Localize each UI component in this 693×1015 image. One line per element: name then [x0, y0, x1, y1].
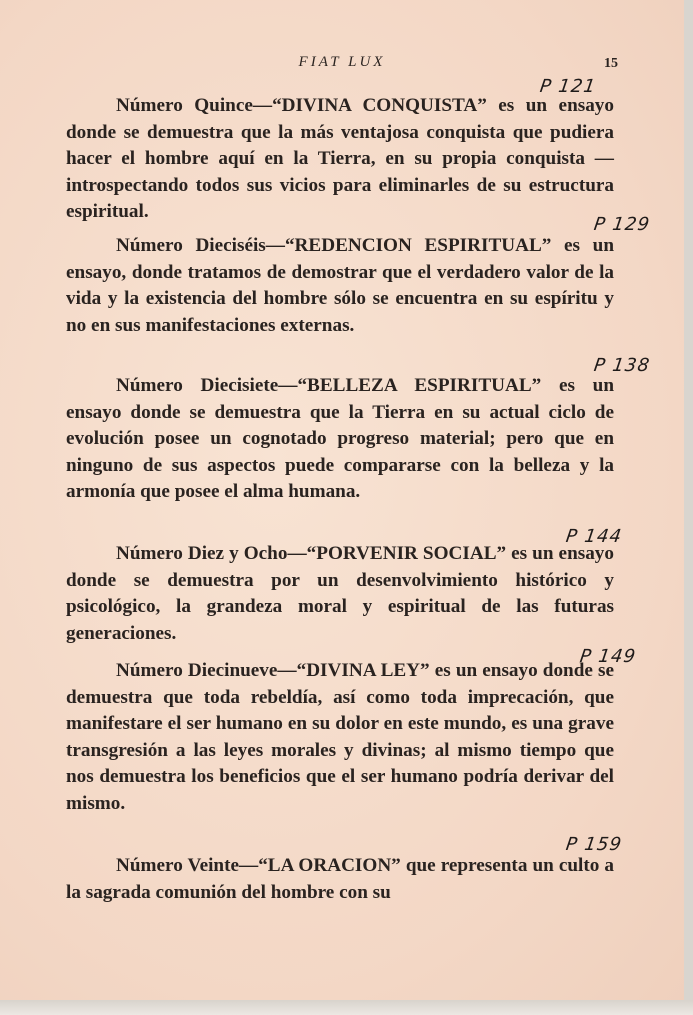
page-edge [0, 1000, 693, 1015]
paragraph: Número Dieciséis—“REDENCION ESPIRITUAL” es un ensayo, donde tratamos de demostrar que el verdadero valor de la vida y la existencia del hombre sólo se encuentra en su espíritu y no en sus manifestaciones externas. [66, 235, 614, 336]
handwritten-note: P 149 [578, 646, 638, 667]
paragraph: Número Diez y Ocho—“PORVENIR SOCIAL” es un ensayo donde se demuestra por un desenvolvimiento histórico y psicológico, la grandeza moral y espiritual de las futuras generaciones. [66, 543, 614, 644]
paragraph: Número Diecisiete—“BELLEZA ESPIRITUAL” es un ensayo donde se demuestra que la Tierra en su actual ciclo de evolución posee un cognotado progreso material; pero que en ninguno de sus aspectos puede compararse con la belleza y la armonía que posee el alma humana. [66, 375, 614, 503]
handwritten-note: P 138 [592, 355, 652, 376]
paragraph: Número Quince—“DIVINA CONQUISTA” es un ensayo donde se demuestra que la más ventajosa conquista que pudiera hacer el hombre aquí en la Tierra, en su propia conquista —introspectando todos sus vicios para eliminarles de su estructura espiritual. [66, 95, 614, 223]
paragraph: Número Veinte—“LA ORACION” que representa un culto a la sagrada comunión del hombre con su [66, 855, 614, 903]
handwritten-note: P 129 [592, 214, 652, 235]
page-number: 15 [604, 56, 618, 71]
handwritten-note: P 144 [564, 526, 624, 547]
handwritten-note: P 159 [564, 834, 624, 855]
paragraph: Número Diecinueve—“DIVINA LEY” es un ensayo donde se demuestra que toda rebeldía, así como toda imprecación, que manifestare el ser humano en su dolor en este mundo, es una grave transgresión a las leyes morales y divinas; al mismo tiempo que nos demuestra los beneficios que el ser humano podría derivar del mismo. [66, 660, 614, 814]
running-title: FIAT LUX [298, 54, 386, 70]
handwritten-note: P 121 [538, 76, 598, 97]
page-edge [684, 0, 693, 1015]
